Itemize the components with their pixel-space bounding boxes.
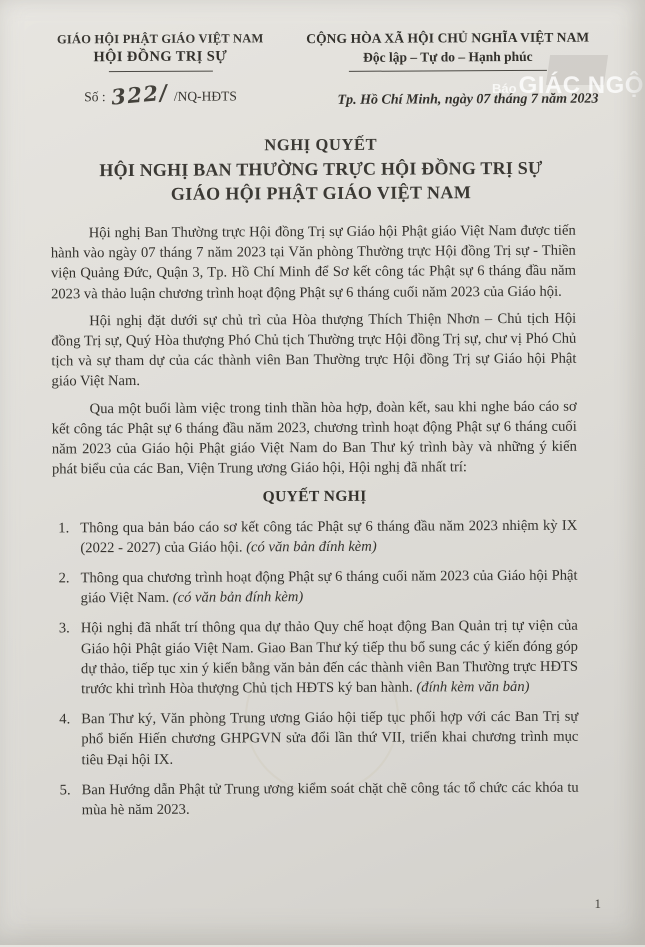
paragraph-3: Qua một buổi làm việc trong tinh thần hòa hợp, đoàn kết, sau khi nghe báo cáo sơ kết công tác Phật sự 6 tháng đầu năm 2023, chương trình hoạt động Phật sự 6 tháng cuối năm 2023 của Giáo hội Phật giáo Việt Nam do Ban Thư ký trình bày và những ý kiến phát biểu của các Ban, Viện Trung ương Giáo hội, Hội nghị đã nhất trí: xyxy=(52,396,577,480)
place-date-line: Tp. Hồ Chí Minh, ngày 07 tháng 7 năm 2023 xyxy=(283,91,613,109)
page-number: 1 xyxy=(595,896,602,912)
document-number-line xyxy=(38,80,283,106)
org-name: GIÁO HỘI PHẬT GIÁO VIỆT NAM xyxy=(38,31,283,47)
item-number: 3. xyxy=(53,619,81,700)
item-number: 2. xyxy=(52,568,80,609)
title-conference: HỘI NGHỊ BAN THƯỜNG TRỰC HỘI ĐỒNG TRỊ SỰ xyxy=(0,157,643,181)
item-text xyxy=(80,515,577,558)
item-body: Hội nghị đã nhất trí thông qua dự thảo Quy chế hoạt động Ban Quản trị tự viện của Giáo hội Phật giáo Việt Nam. Giao Ban Thư ký tiếp thu bổ sung các ý kiến đóng góp dự thảo, tiếp tục xin ý kiến bằng văn bản đến các thành viên Ban Thường trực HĐTS trước khi trình Hòa thượng Chủ tịch HĐTS ký ban hành. xyxy=(81,618,578,697)
country-name: CỘNG HÒA XÃ HỘI CHỦ NGHĨA VIỆT NAM xyxy=(283,29,613,47)
header-left-rule xyxy=(108,71,212,73)
item-number: 1. xyxy=(52,518,80,559)
item-text xyxy=(80,566,577,609)
attachment-note: (có văn bản đính kèm) xyxy=(173,589,304,606)
title-resolution: NGHỊ QUYẾT xyxy=(0,133,643,156)
resolution-heading: QUYẾT NGHỊ xyxy=(52,486,577,509)
org-council-name: HỘI ĐỒNG TRỊ SỰ xyxy=(38,48,283,66)
item-body: Ban Hướng dẫn Phật tử Trung ương kiểm soát chặt chẽ công tác tổ chức các khóa tu mùa hè năm 2023. xyxy=(82,780,579,819)
resolution-item-4 xyxy=(53,707,578,770)
resolution-item-2 xyxy=(52,566,577,609)
national-motto: Độc lập – Tự do – Hạnh phúc xyxy=(283,48,613,66)
item-number: 5. xyxy=(54,780,82,821)
item-text xyxy=(81,616,578,699)
document-number-suffix: /NQ-HĐTS xyxy=(174,88,237,103)
header-right-rule xyxy=(349,70,547,72)
giacngo-logo-icon xyxy=(546,55,608,85)
document-title xyxy=(0,133,644,205)
document-number-handwritten: 322/ xyxy=(110,79,170,109)
paragraph-1: Hội nghị Ban Thường trực Hội đồng Trị sự Giáo hội Phật giáo Việt Nam được tiến hành vào ngày 07 tháng 7 năm 2023 tại Văn phòng Thường trực Hội đồng Trị sự - Thiền viện Quảng Đức, Quận 3, Tp. Hồ Chí Minh để Sơ kết công tác Phật sự 6 tháng đầu năm 2023 và thảo luận chương trình hoạt động Phật sự 6 tháng cuối năm 2023 của Giáo hội. xyxy=(51,221,576,305)
watermark-name: GIÁC NGỘ xyxy=(519,72,644,99)
item-body: Ban Thư ký, Văn phòng Trung ương Giáo hội tiếp tục phối hợp với các Ban Trị sự phổ biến Hiến chương GHPGVN sửa đổi lần thứ VII, triển khai chương trình mục tiêu Đại hội IX. xyxy=(81,709,578,768)
item-number: 4. xyxy=(53,710,81,771)
resolution-item-1 xyxy=(52,515,577,558)
issuing-org-block xyxy=(38,31,283,110)
item-text xyxy=(82,778,579,821)
watermark-prefix: Báo xyxy=(492,81,517,96)
item-text xyxy=(81,707,578,770)
attachment-note: (có văn bản đính kèm) xyxy=(246,539,377,556)
title-organization: GIÁO HỘI PHẬT GIÁO VIỆT NAM xyxy=(0,181,644,205)
item-body: Thông qua chương trình hoạt động Phật sự 6 tháng cuối năm 2023 của Giáo hội Phật giáo Việt Nam. xyxy=(81,568,578,607)
item-body: Thông qua bản báo cáo sơ kết công tác Phật sự 6 tháng đầu năm 2023 nhiệm kỳ IX (2022 - 2027) của Giáo hội. xyxy=(80,517,577,556)
document-header xyxy=(0,0,643,111)
attachment-note: (đính kèm văn bản) xyxy=(416,679,529,696)
resolution-item-5 xyxy=(54,778,579,821)
document-number-prefix: Số : xyxy=(84,89,105,104)
resolution-item-3 xyxy=(53,616,578,700)
paragraph-2: Hội nghị đặt dưới sự chủ trì của Hòa thượng Thích Thiện Nhơn – Chủ tịch Hội đồng Trị sự, Quý Hòa thượng Phó Chủ tịch Thường trực Hội đồng Trị sự, chư vị Phó Chủ tịch và sự tham dự của các thành viên Ban Thường trực Hội đồng Trị sự Giáo hội Phật giáo Việt Nam. xyxy=(51,308,576,392)
document-body xyxy=(51,221,579,821)
